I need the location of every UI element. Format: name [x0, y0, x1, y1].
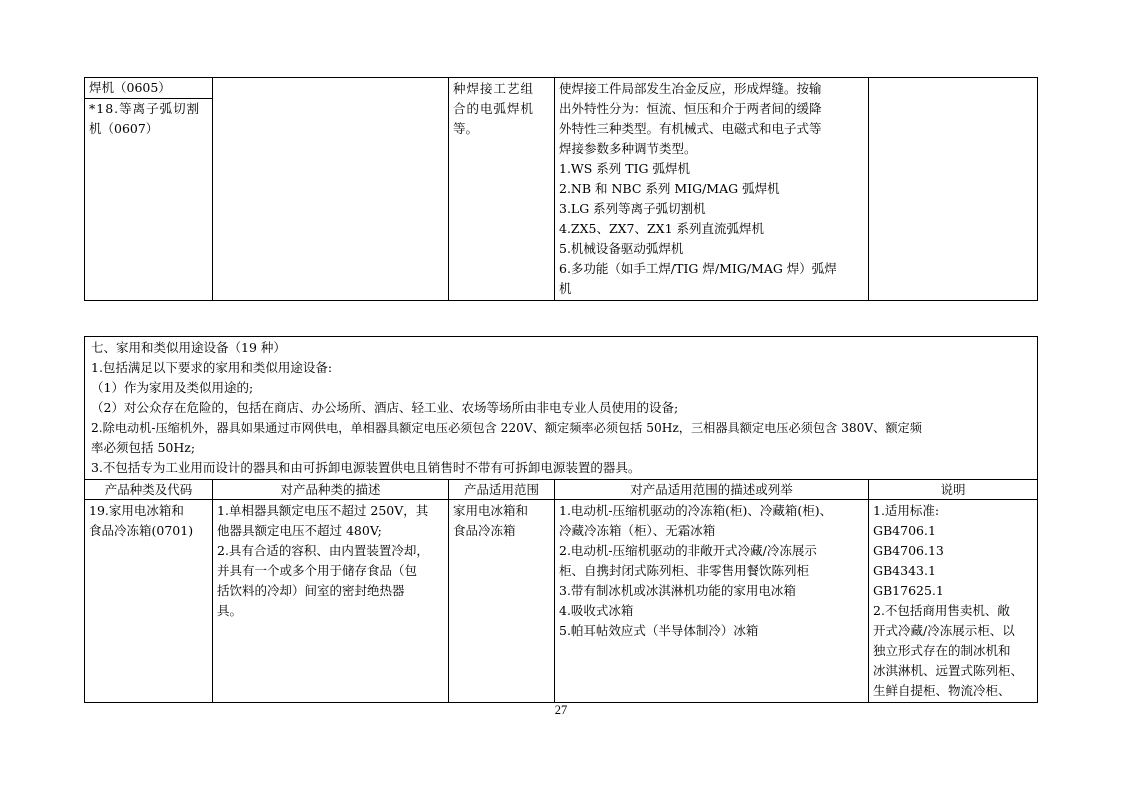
section-seven-cell — [85, 337, 1038, 480]
header-scope-description: 对产品适用范围的描述或列举 — [555, 480, 869, 500]
desc-line: 6.多功能（如手工焊/TIG 焊/MIG/MAG 焊）弧焊 — [559, 261, 837, 276]
notes-line: GB4706.1 — [873, 523, 936, 538]
desc-line: 外特性三种类型。有机械式、电磁式和电子式等 — [559, 121, 822, 136]
category-line: 机（0607） — [89, 121, 159, 136]
desc-line: 3.LG 系列等离子弧切割机 — [559, 201, 706, 216]
desc-line: 5.机械设备驱动弧焊机 — [559, 241, 684, 256]
header-product-category: 产品种类及代码 — [85, 480, 213, 500]
notes-cell — [869, 500, 1038, 703]
desc-line: 他器具额定电压不超过 480V; — [217, 523, 382, 538]
desc-line: 4.ZX5、ZX7、ZX1 系列直流弧焊机 — [559, 221, 765, 236]
notes-line: GB4343.1 — [873, 563, 936, 578]
scope-cell — [449, 78, 555, 301]
table-row — [85, 500, 1038, 703]
scope-line: 等。 — [453, 121, 479, 136]
scope-line: 食品冷冻箱 — [453, 523, 516, 538]
desc-line: 括饮料的冷却）间室的密封绝热器 — [217, 583, 405, 598]
desc-line: 2.NB 和 NBC 系列 MIG/MAG 弧焊机 — [559, 181, 780, 196]
scope-line: 合的电弧焊机 — [453, 101, 535, 116]
section-header-row — [85, 337, 1038, 480]
desc-line: 柜、自携封闭式陈列柜、非零售用餐饮陈列柜 — [559, 563, 810, 578]
desc-line: 使焊接工件局部发生冶金反应，形成焊缝。按输 — [559, 81, 822, 96]
welding-table-continued — [84, 77, 1038, 301]
header-scope: 产品适用范围 — [449, 480, 555, 500]
scope-cell — [449, 500, 555, 703]
desc-line: 1.电动机-压缩机驱动的冷冻箱(柜)、冷藏箱(柜)、 — [559, 503, 833, 518]
category-prev: 焊机（0605） — [85, 78, 212, 99]
notes-line: 生鲜自提柜、物流冷柜、 — [873, 683, 1011, 698]
header-notes: 说明 — [869, 480, 1038, 500]
notes-cell — [869, 78, 1038, 301]
desc-line: 焊接参数多种调节类型。 — [559, 141, 697, 156]
section-title: 七、家用和类似用途设备（19 种） — [91, 340, 286, 355]
notes-line: 独立形式存在的制冰机和 — [873, 643, 1011, 658]
section-line: （1）作为家用及类似用途的; — [91, 380, 254, 395]
section-line: 3.不包括专为工业用而设计的器具和由可拆卸电源装置供电且销售时不带有可拆卸电源装置的器具。 — [91, 460, 641, 475]
household-appliance-table — [84, 336, 1038, 703]
desc-line: 并具有一个或多个用于储存食品（包 — [217, 563, 418, 578]
category-line: 食品冷冻箱(0701) — [89, 523, 194, 538]
desc-line: 4.吸收式冰箱 — [559, 603, 634, 618]
desc-line: 1.单相器具额定电压不超过 250V，其 — [217, 503, 429, 518]
notes-line: GB4706.13 — [873, 543, 944, 558]
category-line: 19.家用电冰箱和 — [89, 503, 184, 518]
notes-line: GB17625.1 — [873, 583, 944, 598]
section-line: 率必须包括 50Hz; — [91, 440, 196, 455]
desc-line: 3.带有制冰机或冰淇淋机功能的家用电冰箱 — [559, 583, 796, 598]
page-number: 27 — [554, 703, 568, 717]
desc-line: 1.WS 系列 TIG 弧焊机 — [559, 161, 691, 176]
desc-line: 2.电动机-压缩机驱动的非敞开式冷藏/冷冻展示 — [559, 543, 817, 558]
scope-description-cell — [555, 500, 869, 703]
desc-line: 2.具有合适的容积、由内置装置冷却， — [217, 543, 429, 558]
product-category-cell — [85, 78, 213, 301]
category-description-cell — [213, 500, 449, 703]
category-line: *18.等离子弧切割 — [89, 101, 201, 116]
desc-line: 冷藏冷冻箱（柜）、无霜冰箱 — [559, 523, 716, 538]
section-line: 1.包括满足以下要求的家用和类似用途设备: — [91, 360, 333, 375]
desc-line: 出外特性分为：恒流、恒压和介于两者间的缓降 — [559, 101, 822, 116]
desc-line: 机 — [559, 281, 572, 296]
scope-description-cell — [555, 78, 869, 301]
scope-line: 家用电冰箱和 — [453, 503, 529, 518]
column-header-row — [85, 480, 1038, 500]
section-line: 2.除电动机-压缩机外，器具如果通过市网供电，单相器具额定电压必须包含 220V、额定频率必须包括 50Hz，三相器具额定电压必须包含 380V、额定频 — [91, 421, 922, 435]
notes-line: 冰淇淋机、远置式陈列柜、 — [873, 663, 1024, 678]
section-line: （2）对公众存在危险的，包括在商店、办公场所、酒店、轻工业、农场等场所由非电专业人员使用的设备; — [91, 400, 679, 415]
scope-line: 种焊接工艺组 — [453, 81, 535, 96]
notes-line: 2.不包括商用售卖机、敞 — [873, 603, 1010, 618]
category-description-cell — [213, 78, 449, 301]
header-category-description: 对产品种类的描述 — [213, 480, 449, 500]
notes-line: 1.适用标准: — [873, 503, 940, 518]
product-category-cell — [85, 500, 213, 703]
desc-line: 5.帕耳帖效应式（半导体制冷）冰箱 — [559, 623, 759, 638]
desc-line: 具。 — [217, 603, 243, 618]
notes-line: 开式冷藏/冷冻展示柜、以 — [873, 623, 1015, 638]
